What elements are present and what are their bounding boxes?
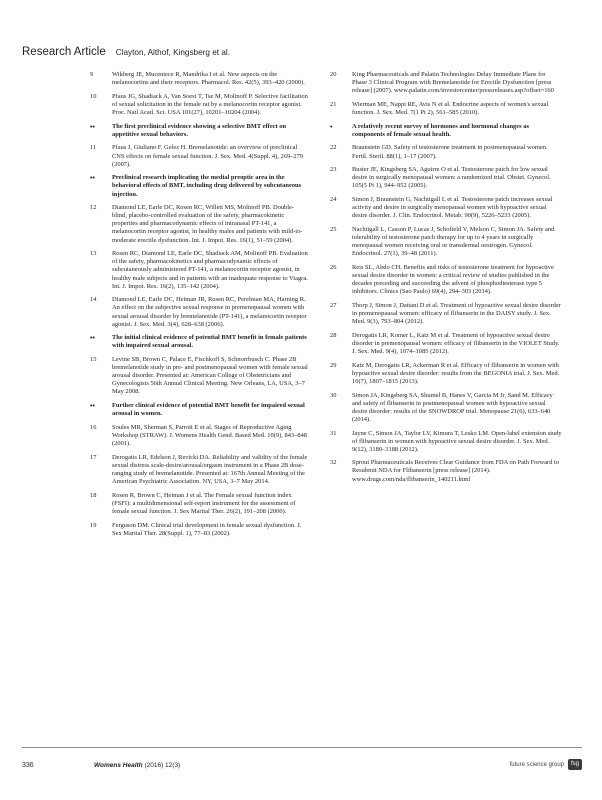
section-title: Research Article <box>22 46 106 58</box>
reference-item <box>330 226 562 258</box>
running-authors: Clayton, Althof, Kingsberg et al. <box>115 48 230 57</box>
reference-text: Derogatis LR, Komer L, Katz M et al. Treatment of hypoactive sexual desire disorder in premenopausal women: efficacy of flibanserin in the VIOLET Study. J. Sex. Med. 9(4), 1074–1085 (2012). <box>352 331 560 355</box>
reference-text: King Pharmaceuticals and Palatin Technologies Delay Immediate Plans for Phase 3 Clinical Program with Bremelanotide for Erectile Dysfunction [press release] (2007). www.palatin.com/investorcenter/pressreleases.asp?offset=160 <box>352 71 554 95</box>
reference-number: 16 <box>90 423 97 431</box>
reference-text: Sprout Pharmaceuticals Receives Clear Guidance from FDA on Path Forward to Resubmit NDA for Flibanserin [press release] (2014). www.drugs.com/nda/flibanserin_140211.html <box>352 459 560 483</box>
reference-number: 22 <box>330 144 337 152</box>
annotation-note <box>90 123 308 139</box>
journal-issue: (2016) 12(3) <box>144 762 181 769</box>
reference-text: Rosen R, Brown C, Heiman J et al. The Female sexual function index (FSFI): a multidimensional self-report instrument for the assessment of female sexual function. J. Sex Marital Ther. 26(2), 191–208 (2000). <box>112 491 296 515</box>
reference-text: Soules MR, Sherman S, Parrott E et al. Stages of Reproductive Aging Workshop (STRAW). J. Womens Health Gend. Based Med. 10(9), 843–848 (2001). <box>112 423 308 448</box>
reference-text: Reis SL, Abdo CH. Benefits and risks of testosterone treatment for hypoactive sexual desire disorder in women: a critical review of studies published in the decades preceding and succeeding the advent of phosphodiesterase type 5 inhibitors. Clinics (Sao Paulo) 69(4), 294–303 (2014). <box>352 263 554 296</box>
reference-item <box>330 430 562 454</box>
annotation-note <box>90 334 308 350</box>
reference-number: 30 <box>330 391 337 399</box>
reference-item <box>90 492 308 516</box>
page-header <box>22 42 582 58</box>
reference-text: Diamond LE, Earle DC, Heiman JR, Rosen RC, Perelman MA, Harning R. An effect on the subjective sexual response in premenopausal women with sexual arousal disorder by bremelanotide (PT-141), a melanocortin receptor agonist. J. Sex. Med. 3(4), 628–638 (2006). <box>112 296 307 328</box>
reference-text: Nachtigall L, Casson P, Lucas J, Schofield V, Melson C, Simon JA. Safety and tolerability of testosterone patch therapy for up to 4 years in surgically menopausal women receiving oral or transdermal oestrogen. Gynecol. Endocrinol. 27(1), 39–48 (2011). <box>352 225 555 258</box>
reference-text: Simon JA, Kingsberg SA, Shumel B, Hanes V, Garcia M Jr, Sand M. Efficacy and safety of flibanserin in postmenopausal women with hypoactive sexual desire disorder: results of the SNOWDROP trial. Menopause 21(6), 633–640 (2014). <box>352 391 553 423</box>
reference-number: 9 <box>90 71 94 78</box>
publisher-logo: fsg <box>568 759 582 770</box>
annotation-marker: •• <box>90 122 95 131</box>
reference-number: 19 <box>90 521 97 529</box>
annotation-note <box>90 174 308 198</box>
reference-item <box>330 332 562 356</box>
reference-item <box>90 454 308 486</box>
reference-text: Pfaus JG, Shadiack A, Van Soest T, Tse M, Molinoff P. Selective facilitation of sexual solicitation in the female rat by a melanocortin receptor agonist. Proc. Natl Acad. Sci. USA 101(27), 10201–10204 (2004). <box>112 92 308 116</box>
reference-item <box>330 264 562 296</box>
reference-item <box>330 166 562 190</box>
reference-number: 29 <box>330 361 337 369</box>
reference-number: 13 <box>90 250 97 258</box>
reference-text: Diamond LE, Earle DC, Rosen RC, Willett MS, Molinoff PB. Double-blind, placebo-controlled evaluation of the safety, pharmacokinetic properties and pharmacodynamic effects of intranasal PT-141, a melanocortin receptor agonist, in healthy males and patients with mild-to-moderate erectile dysfunction. Int. J. Impot. Res. 16(1), 51–59 (2004). <box>112 204 303 244</box>
reference-number: 17 <box>90 453 97 461</box>
reference-item <box>330 362 562 386</box>
reference-item <box>330 144 562 160</box>
reference-item <box>90 424 308 448</box>
reference-item <box>330 71 562 95</box>
reference-number: 10 <box>90 92 97 100</box>
reference-number: 15 <box>90 356 97 364</box>
reference-number: 27 <box>330 301 337 309</box>
reference-item <box>90 144 308 168</box>
reference-number: 11 <box>90 144 97 152</box>
reference-text: Ferguson DM. Clinical trial development in female sexual dysfunction. J. Sex Marital Ther. 28(Suppl. 1), 77–83 (2002). <box>112 521 302 537</box>
reference-item <box>90 204 308 244</box>
annotation-text: Further clinical evidence of potential BMT benefit for impaired sexual arousal in women. <box>112 402 305 418</box>
reference-number: 25 <box>330 225 337 233</box>
reference-text: Wikberg JE, Muceniece R, Mandrika I et al. New aspects on the melanocortins and their receptors. Pharmacol. Res. 42(5), 393–420 (2000). <box>112 71 305 87</box>
reference-item <box>330 392 562 424</box>
publisher-name: future science group <box>509 762 564 768</box>
reference-text: Katz M, Derogatis LR, Ackerman R et al. Efficacy of flibanserin in women with hypoactive sexual desire disorder: results from the BEGONIA trial. J. Sex. Med. 10(7), 1807–1815 (2013). <box>352 361 560 385</box>
reference-item <box>90 296 308 328</box>
reference-text: Derogatis LR, Edelson J, Revicki DA. Reliability and validity of the female sexual distress scale-desire/arousal/orgasm instrument in a Phase 2B dose-ranging study of bremelanotide. Presented at: 167th Annual Meeting of the American Psychiatric Association. NY, USA, 3–7 May 2014. <box>112 453 308 486</box>
reference-text: Simon J, Braunstein G, Nachtigall L et al. Testosterone patch increases sexual activity and desire in surgically menopausal women with hypoactive sexual desire disorder. J. Clin. Endocrinol. Metab. 90(9), 5226–5233 (2005). <box>352 196 553 220</box>
reference-item <box>90 71 308 87</box>
annotation-note <box>330 123 562 139</box>
reference-number: 20 <box>330 71 337 78</box>
reference-item <box>330 302 562 326</box>
annotation-marker: •• <box>90 334 95 343</box>
annotation-marker: •• <box>90 402 95 411</box>
reference-item <box>90 522 308 538</box>
reference-number: 21 <box>330 100 337 108</box>
annotation-note <box>90 402 308 418</box>
reference-item <box>90 250 308 290</box>
reference-item <box>330 196 562 220</box>
reference-number: 32 <box>330 459 337 467</box>
page-number: 336 <box>22 762 34 769</box>
annotation-marker: •• <box>90 174 95 183</box>
reference-number: 23 <box>330 166 337 174</box>
reference-number: 28 <box>330 331 337 339</box>
journal-name: Womens Health <box>94 762 143 769</box>
reference-text: Rosen RC, Diamond LE, Earle DC, Shadiack AM, Molinoff PB. Evaluation of the safety, pharmacokinetics and pharmacodynamic effects of subcutaneously administered PT-141, a melanocortin receptor agonist, in healthy male subjects and in patients with an inadequate response to Viagra. Int. J. Impot. Res. 16(2), 135–142 (2004). <box>112 250 308 290</box>
annotation-text: A relatively recent survey of hormones and hormonal changes as components of female sexual health. <box>352 122 529 138</box>
reference-text: Pfaus J, Giuliano F, Gelez H. Bremelanotide: an overview of preclinical CNS effects on female sexual function. J. Sex. Med. 4(Suppl. 4), 269–279 (2007). <box>112 144 304 168</box>
reference-number: 12 <box>90 204 97 212</box>
reference-number: 26 <box>330 263 337 271</box>
reference-text: Braunstein GD. Safety of testosterone treatment in postmenopausal women. Fertil. Steril. 88(1), 1–17 (2007). <box>352 144 548 160</box>
reference-text: Wierman ME, Nappi RE, Avis N et al. Endocrine aspects of women's sexual function. J. Sex. Med. 7(1 Pt 2), 561–585 (2010). <box>352 100 549 116</box>
footer-divider <box>22 747 582 748</box>
reference-number: 24 <box>330 196 337 204</box>
reference-number: 14 <box>90 296 97 304</box>
reference-item <box>330 459 562 483</box>
reference-column-right <box>330 71 562 489</box>
reference-text: Thorp J, Simon J, Dattani D et al. Treatment of hypoactive sexual desire disorder in premenopausal women: efficacy of flibanserin in the DAISY study. J. Sex. Med. 9(3), 793–804 (2012). <box>352 301 561 326</box>
reference-item <box>90 356 308 396</box>
annotation-text: The initial clinical evidence of potential BMT benefit in female patients with impaired sexual arousal. <box>112 334 307 350</box>
annotation-marker: • <box>330 122 333 131</box>
reference-text: Jayne C, Simon JA, Taylor LV, Kimura T, Lesko LM. Open-label extension study of flibanserin in women with hypoactive sexual desire disorder. J. Sex. Med. 9(12), 3180–3188 (2012). <box>352 429 562 453</box>
reference-number: 18 <box>90 491 97 499</box>
reference-number: 31 <box>330 429 337 437</box>
reference-column-left <box>90 71 308 543</box>
reference-text: Buster JE, Kingsberg SA, Aguirre O et al. Testosterone patch for low sexual desire in surgically menopausal women: a randomized trial. Obstet. Gynecol. 105(5 Pt 1), 944–952 (2005). <box>352 166 551 190</box>
annotation-text: The first preclinical evidence showing a selective BMT effect on appetitive sexual behaviors. <box>112 122 287 138</box>
journal-citation <box>94 762 180 769</box>
page-footer <box>22 762 582 774</box>
reference-item <box>90 93 308 117</box>
reference-item <box>330 101 562 117</box>
reference-text: Levine SB, Brown C, Palace E, Fischkoff S, Schnorrbusch C. Phase 2B bremelanotide study in pre- and postmenopausal women with female sexual arousal disorder. Presented at: American College of Obstetricians and Gynecologists 56th Annual Clinical Meeting. New Orleans, LA, USA, 3–7 May 2008. <box>112 356 308 396</box>
annotation-text: Preclinical research implicating the medial preoptic area in the behavioral effects of BMT, including drug delivered by subcutaneous injection. <box>112 174 302 198</box>
